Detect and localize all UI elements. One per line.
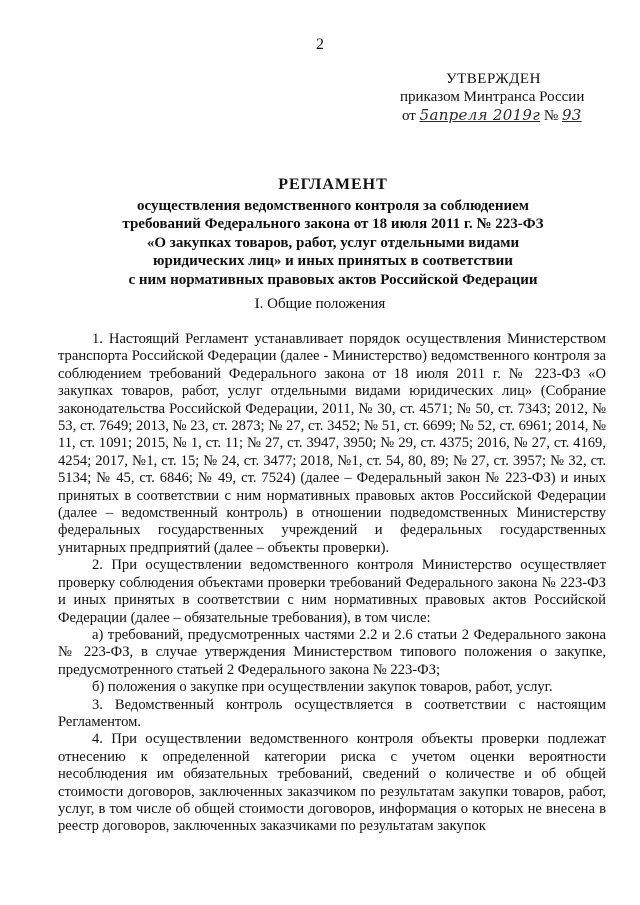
title-line: требований Федерального закона от 18 июля 2011 г. № 223-ФЗ <box>122 216 544 233</box>
paragraph: 2. При осуществлении ведомственного контроля Министерство осуществляет проверку соблюдения объектами проверки требований Федерального закона № 223-ФЗ и иных принятых в соответствии с ним нормативных правовых актов Российской Федерации (далее – обязательные требования), в том числе: <box>58 557 606 626</box>
title-line: юридических лиц» и иных принятых в соответствии <box>153 253 513 270</box>
title-line: с ним нормативных правовых актов Российской Федерации <box>128 271 538 288</box>
order-line: приказом Минтранса России <box>400 89 585 105</box>
document-title-block <box>60 176 606 290</box>
title-line: «О закупках товаров, работ, услуг отдельными видами <box>146 234 520 251</box>
handwritten-date: 5апреля 2019г <box>419 106 541 124</box>
section-heading: I. Общие положения <box>254 296 386 312</box>
order-date-line <box>400 106 610 125</box>
paragraph: б) положения о закупке при осуществлении закупок товаров, работ, услуг. <box>92 679 553 696</box>
paragraph: а) требований, предусмотренных частями 2.2 и 2.6 статьи 2 Федерального закона № 223-ФЗ, в случае утверждения Министерством типового положения о закупке, предусмотренного статьей 2 Федерального закона № 223-ФЗ; <box>58 626 606 678</box>
document-body <box>58 331 606 836</box>
document-title: РЕГЛАМЕНТ <box>278 176 388 193</box>
paragraph: 4. При осуществлении ведомственного контроля объекты проверки подлежат отнесению к определенной категории риска с учетом оценки вероятности несоблюдения им обязательных требований, сведений о количестве и об общей стоимости договоров, заключенных заказчиком по результатам закупки товаров, работ, услуг, в том числе об общей стоимости договоров, информация о которых не внесена в реестр договоров, заключенных заказчиками по результатам закупок <box>58 731 606 835</box>
date-prefix: от <box>402 108 416 124</box>
page-number: 2 <box>316 36 324 53</box>
number-label: № <box>543 108 559 124</box>
approved-label: УТВЕРЖДЕН <box>446 71 541 87</box>
paragraph: 1. Настоящий Регламент устанавливает порядок осуществления Министерством транспорта Российской Федерации (далее - Министерство) ведомственного контроля за соблюдением требований Федерального закона от 18 июля 2011 г. № 223-ФЗ «О закупках товаров, работ, услуг отдельными видами юридических лиц» (Собрание законодательства Российской Федерации, 2011, № 30, ст. 4571; № 50, ст. 7343; 2012, № 53, ст. 7649; 2013, № 23, ст. 2873; № 27, ст. 3452; № 51, ст. 6699; № 52, ст. 6961; 2014, № 11, ст. 1091; 2015, № 1, ст. 11; № 27, ст. 3947, 3950; № 29, ст. 4375; 2016, № 27, ст. 4169, 4254; 2017, №1, ст. 15; № 24, ст. 3477; 2018, №1, ст. 54, 80, 89; № 27, ст. 3957; № 32, ст. 5134; № 45, ст. 6846; № 49, ст. 7524) (далее – Федеральный закон № 223-ФЗ) и иных принятых в соответствии с ним нормативных правовых актов Российской Федерации (далее – ведомственный контроль) в отношении подведомственных Министерству федеральных государственных учреждений и федеральных государственных унитарных предприятий (далее – объекты проверки). <box>58 331 606 556</box>
paragraph: 3. Ведомственный контроль осуществляется в соответствии с настоящим Регламентом. <box>58 696 606 730</box>
approval-stamp-block <box>400 70 610 125</box>
handwritten-number: 93 <box>561 106 582 124</box>
title-line: осуществления ведомственного контроля за соблюдением <box>136 197 529 214</box>
